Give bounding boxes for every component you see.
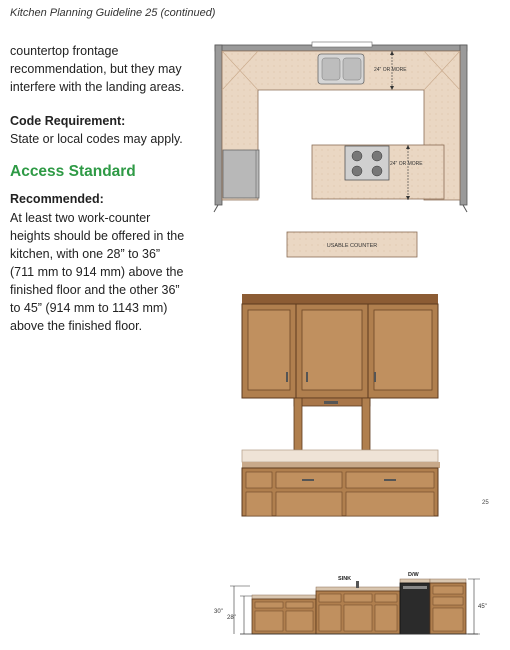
cabinet-illustration [240,290,440,518]
page-header: Kitchen Planning Guideline 25 (continued) [10,7,216,19]
usable-counter-diagram [286,231,418,259]
kitchen-elevation [210,568,500,640]
access-line-2: heights should be offered in the [10,229,185,243]
usable-counter-label: USABLE COUNTER [326,243,378,249]
access-line-5: finished floor and the other 36” [10,283,180,297]
kitchen-floor-plan [212,40,470,220]
code-requirement-text: State or local codes may apply. [10,132,183,146]
access-line-3: kitchen, with one 28” to 36” [10,247,161,261]
intro-line-3: interfere with the landing areas. [10,80,185,94]
access-standard-title: Access Standard [10,163,136,180]
intro-line-1: countertop frontage [10,44,119,58]
access-line-1: At least two work-counter [10,211,151,225]
intro-line-2: recommendation, but they may [10,62,182,76]
access-line-7: above the finished floor. [10,319,143,333]
access-line-6: to 45” (914 mm to 1143 mm) [10,301,168,315]
recommended-heading: Recommended: [10,192,104,206]
plan-dimension-top: 24" OR MORE [374,67,407,73]
height-30-label: 30" [214,609,223,615]
height-28-label: 28" [227,615,236,621]
dw-label: D/W [408,572,419,578]
page-number: 25 [482,500,489,506]
sink-label: SINK [338,576,352,582]
plan-dimension-island: 24" OR MORE [390,161,423,167]
code-requirement-heading: Code Requirement: [10,114,126,128]
height-45-label: 45" [478,604,487,610]
access-line-4: (711 mm to 914 mm) above the [10,265,184,279]
